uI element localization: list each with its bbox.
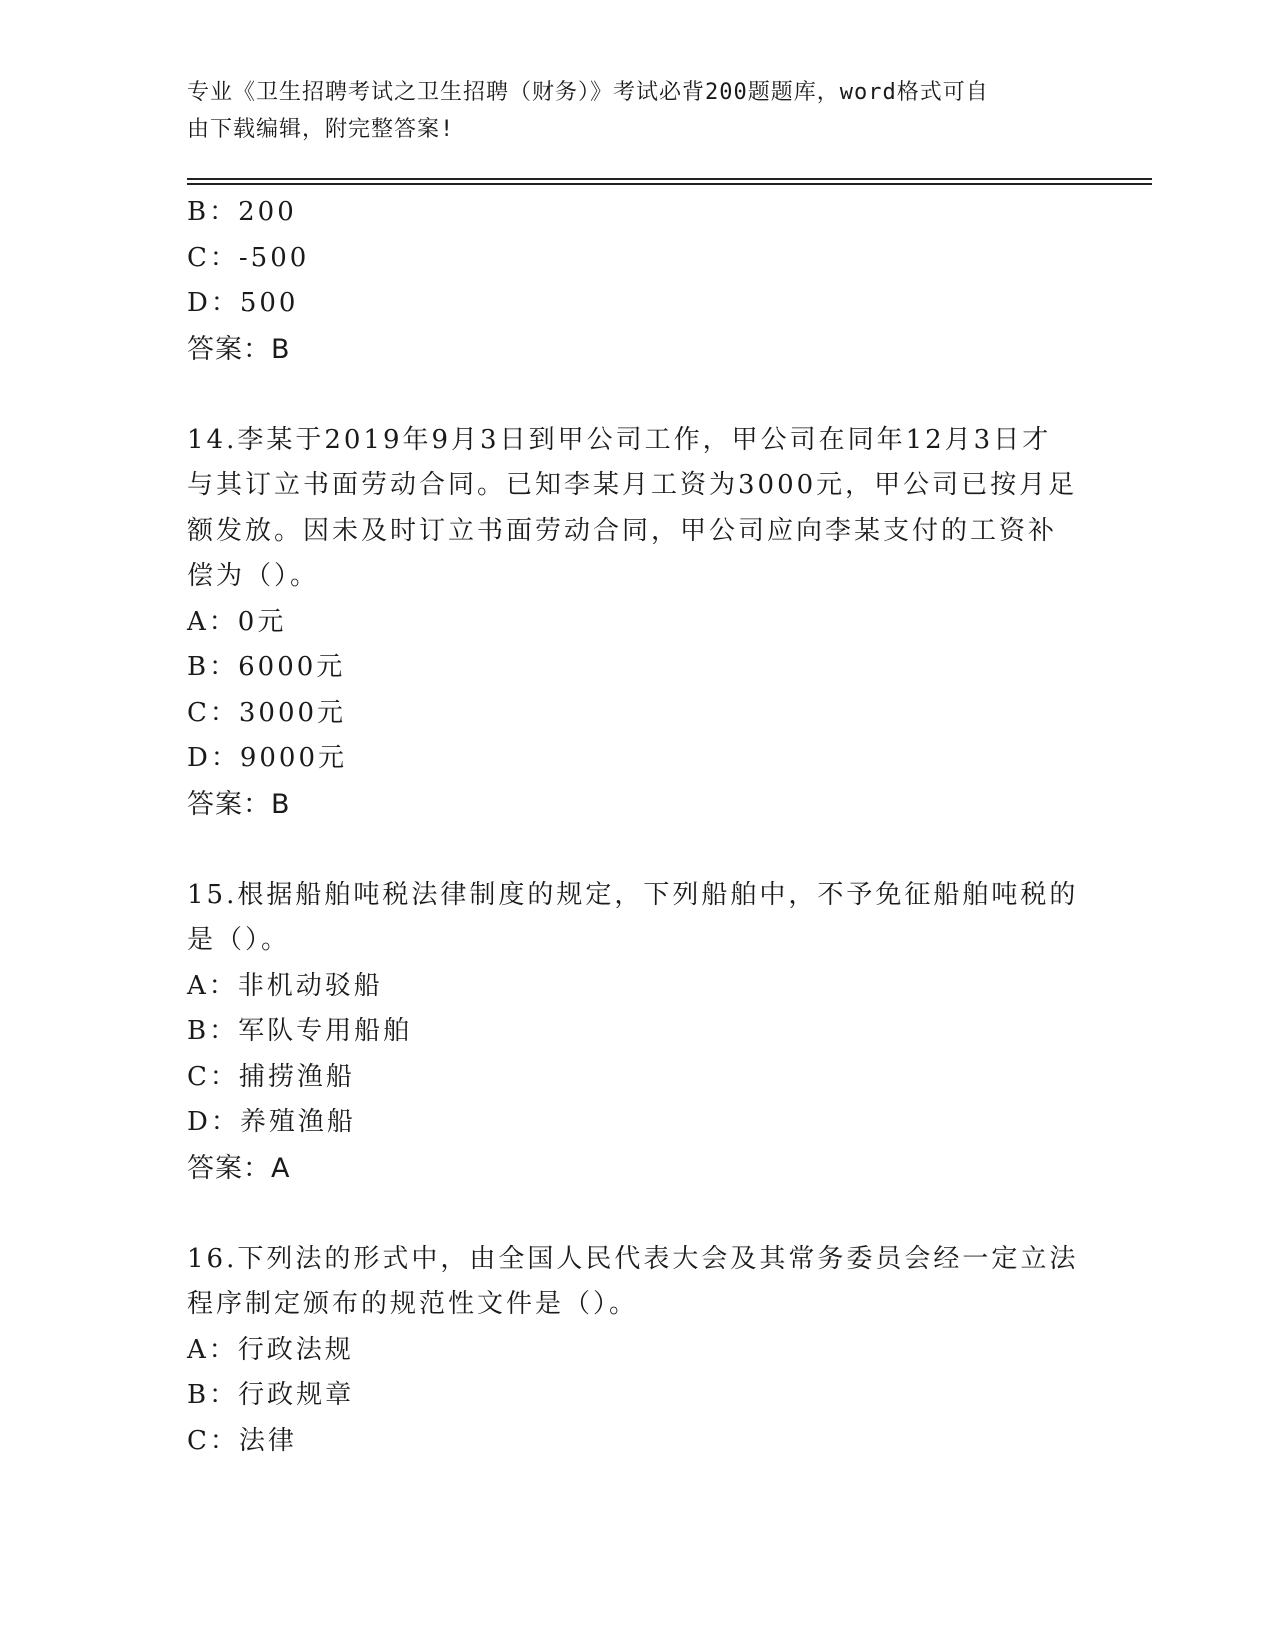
- question-text-line: 14.李某于2019年9月3日到甲公司工作，甲公司在同年12月3日才: [187, 424, 1052, 455]
- option-d: D：500: [187, 288, 299, 318]
- option-b: B：200: [187, 197, 297, 227]
- option-b: B：行政规章: [187, 1380, 355, 1410]
- option-c: C：捕捞渔船: [187, 1061, 355, 1092]
- document-header: [187, 74, 1067, 148]
- option-a: A：0元: [187, 606, 287, 637]
- spacer: [187, 1191, 1087, 1237]
- answer-label: 答案：B: [187, 333, 291, 365]
- option-b: B：军队专用船舶: [187, 1016, 413, 1046]
- answer-label: 答案：B: [187, 788, 291, 820]
- option-c: C：法律: [187, 1425, 297, 1456]
- question-text-line: 程序制定颁布的规范性文件是（）。: [187, 1289, 639, 1319]
- question-text-line: 16.下列法的形式中，由全国人民代表大会及其常务委员会经一定立法: [187, 1243, 1079, 1274]
- question-13-continued: [187, 190, 1087, 372]
- question-text-line: 与其订立书面劳动合同。已知李某月工资为3000元，甲公司已按月足: [187, 470, 1078, 500]
- header-divider-bottom: [187, 183, 1152, 185]
- spacer: [187, 372, 1087, 418]
- question-text-line: 是（）。: [187, 925, 291, 955]
- question-text-line: 15.根据船舶吨税法律制度的规定，下列船舶中，不予免征船舶吨税的: [187, 879, 1079, 910]
- question-14: [187, 418, 1087, 828]
- option-d: D：养殖渔船: [187, 1107, 356, 1137]
- spacer: [187, 827, 1087, 873]
- option-c: C：-500: [187, 242, 310, 273]
- answer-label: 答案：A: [187, 1152, 291, 1184]
- question-text-line: 额发放。因未及时订立书面劳动合同，甲公司应向李某支付的工资补: [187, 515, 1058, 546]
- header-divider-top: [187, 178, 1152, 180]
- option-a: A：行政法规: [187, 1334, 354, 1365]
- option-c: C：3000元: [187, 697, 347, 728]
- question-content: [187, 190, 1087, 1464]
- option-b: B：6000元: [187, 652, 346, 682]
- question-15: [187, 873, 1087, 1192]
- question-text-line: 偿为（）。: [187, 561, 320, 591]
- option-d: D：9000元: [187, 743, 348, 773]
- header-line-2: 由下载编辑，附完整答案!: [187, 117, 455, 142]
- header-line-1: 专业《卫生招聘考试之卫生招聘（财务）》考试必背200题题库，word格式可自: [187, 80, 989, 105]
- question-16: [187, 1237, 1087, 1465]
- option-a: A：非机动驳船: [187, 970, 383, 1001]
